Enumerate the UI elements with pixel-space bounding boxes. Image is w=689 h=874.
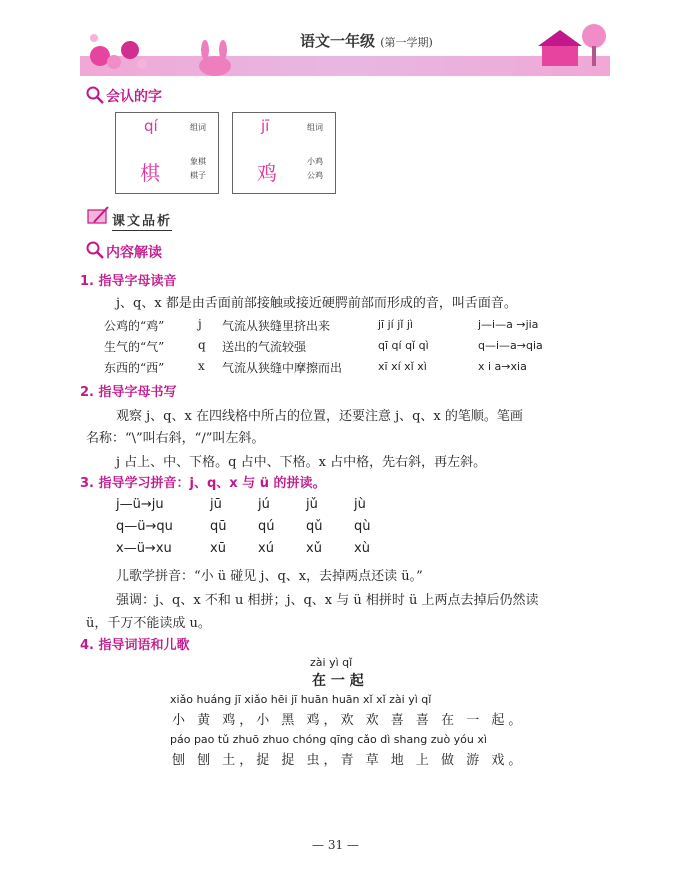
magnifier-icon bbox=[86, 86, 104, 104]
section-title-recognize: 会认的字 bbox=[106, 89, 162, 105]
card-pinyin: qí bbox=[144, 117, 158, 135]
sound-row-desc: 气流从狭缝中摩擦而出 bbox=[222, 361, 343, 375]
sound-row-tones: xī xí xǐ xì bbox=[378, 360, 427, 373]
tone-item: qǔ bbox=[306, 519, 323, 534]
card-word: 小鸡 bbox=[307, 157, 323, 166]
card-character: 鸡 bbox=[257, 161, 277, 185]
part2-text: j 占上、中、下格。q 占中、下格。x 占中格，先右斜，再左斜。 bbox=[116, 455, 487, 470]
header-title bbox=[300, 30, 433, 51]
sound-row-tones: jī jí jǐ jì bbox=[378, 318, 413, 331]
sound-row-letter: q bbox=[198, 338, 206, 352]
section-title-content: 内容解读 bbox=[106, 245, 162, 261]
tone-item: jù bbox=[354, 497, 366, 512]
poem-line: 刨 刨 土，捉 捉 虫，青 草 地 上 做 游 戏。 bbox=[172, 753, 526, 768]
book-pen-icon bbox=[86, 204, 112, 226]
combo-row: q—ü→qu bbox=[116, 519, 173, 534]
part4-title: 4. 指导词语和儿歌 bbox=[80, 638, 190, 653]
char-card-qi bbox=[115, 112, 219, 194]
card-pinyin: jī bbox=[261, 117, 270, 135]
sound-row-letter: j bbox=[198, 317, 202, 331]
sound-row-combo: j—i—a →jia bbox=[478, 318, 539, 331]
sound-row-combo: x i a→xia bbox=[478, 360, 527, 373]
tone-item: qú bbox=[258, 519, 275, 534]
page-number: — 31 — bbox=[312, 838, 359, 852]
flower-decoration-icon bbox=[80, 22, 160, 76]
sound-row-letter: x bbox=[198, 359, 205, 373]
part3-rhyme: 儿歌学拼音：“小 ü 碰见 j、q、x，去掉两点还读 ü。” bbox=[116, 569, 423, 584]
magnifier-icon bbox=[86, 241, 104, 259]
tone-item: xú bbox=[258, 541, 274, 556]
sound-row-word: 东西的“西” bbox=[104, 361, 165, 375]
poem-line-pinyin: xiǎo huáng jī xiǎo hēi jī huān huān xǐ xǐ zài yì qǐ bbox=[170, 693, 432, 706]
combo-row: x—ü→xu bbox=[116, 541, 172, 556]
tone-item: jū bbox=[210, 497, 222, 512]
card-character: 棋 bbox=[140, 161, 160, 185]
part2-title: 2. 指导字母书写 bbox=[80, 385, 177, 400]
tone-item: qù bbox=[354, 519, 371, 534]
section-title-analysis: 课文品析 bbox=[112, 210, 172, 231]
bunny-decoration-icon bbox=[185, 40, 245, 76]
part2-text: 观察 j、q、x 在四线格中所占的位置，还要注意 j、q、x 的笔顺。笔画 bbox=[116, 409, 523, 424]
part1-intro: j、q、x 都是由舌面前部接触或接近硬腭前部而形成的音，叫舌面音。 bbox=[116, 296, 517, 311]
sound-row-word: 生气的“气” bbox=[104, 340, 165, 354]
tone-item: jǔ bbox=[306, 497, 318, 512]
char-card-ji bbox=[232, 112, 336, 194]
card-label: 组词 bbox=[307, 123, 323, 132]
part1-title: 1. 指导字母读音 bbox=[80, 274, 177, 289]
card-label: 组词 bbox=[190, 123, 206, 132]
sound-row-combo: q—i—a→qia bbox=[478, 339, 543, 352]
tone-item: xǔ bbox=[306, 541, 322, 556]
sound-row-desc: 气流从狭缝里挤出来 bbox=[222, 319, 331, 333]
card-word: 象棋 bbox=[190, 157, 206, 166]
poem-title-pinyin: zài yì qǐ bbox=[310, 656, 353, 669]
part3-emphasis: ü，千万不能读成 u。 bbox=[86, 616, 211, 631]
tone-item: qū bbox=[210, 519, 227, 534]
sound-row-word: 公鸡的“鸡” bbox=[104, 319, 165, 333]
header-subtitle: (第一学期) bbox=[380, 36, 433, 49]
poem-line: 小 黄 鸡，小 黑 鸡，欢 欢 喜 喜 在 一 起。 bbox=[172, 713, 526, 728]
poem-title: 在 一 起 bbox=[312, 673, 364, 689]
tone-item: xū bbox=[210, 541, 226, 556]
house-decoration-icon bbox=[530, 14, 610, 76]
sound-row-tones: qī qí qǐ qì bbox=[378, 339, 429, 352]
tone-item: jú bbox=[258, 497, 270, 512]
tone-item: xù bbox=[354, 541, 370, 556]
part2-text: 名称：“\”叫右斜，“/”叫左斜。 bbox=[86, 431, 265, 446]
card-word: 公鸡 bbox=[307, 171, 323, 180]
poem-line-pinyin: páo pao tǔ zhuō zhuo chóng qīng cǎo dì shang zuò yóu xì bbox=[170, 733, 487, 746]
sound-row-desc: 送出的气流较强 bbox=[222, 340, 307, 354]
combo-row: j—ü→ju bbox=[116, 497, 164, 512]
card-word: 棋子 bbox=[190, 171, 206, 180]
header-title-text: 语文一年级 bbox=[300, 32, 376, 50]
part3-title: 3. 指导学习拼音：j、q、x 与 ü 的拼读。 bbox=[80, 476, 326, 491]
part3-emphasis: 强调：j、q、x 不和 u 相拼；j、q、x 与 ü 相拼时 ü 上两点去掉后仍然读 bbox=[116, 593, 539, 608]
